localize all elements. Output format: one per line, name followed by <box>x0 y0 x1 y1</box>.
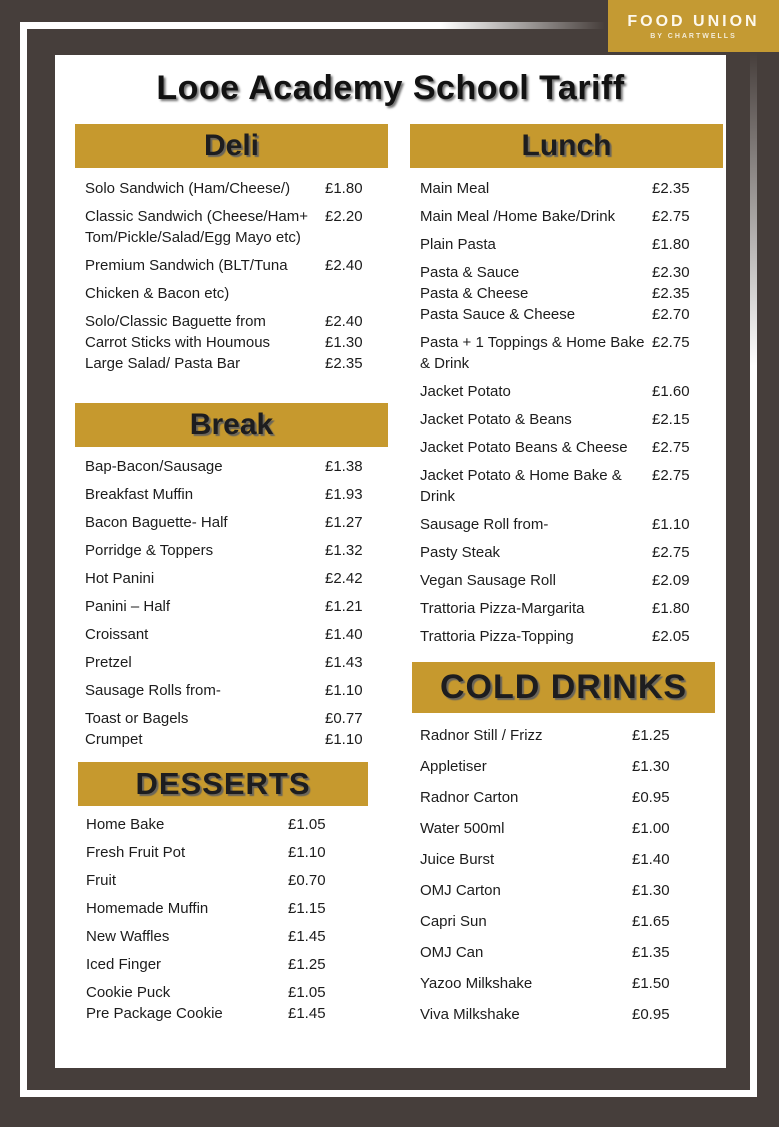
item-name: New Waffles <box>86 928 170 945</box>
section-header-break: Break <box>75 403 388 447</box>
item-name: Juice Burst <box>420 851 495 868</box>
menu-item-row <box>420 465 723 507</box>
item-name: Solo/Classic Baguette from <box>85 313 266 330</box>
item-name: Premium Sandwich (BLT/Tuna <box>85 257 288 274</box>
menu-item-row <box>86 926 368 947</box>
section-deli <box>75 124 388 381</box>
item-name: Pasta & Sauce <box>420 264 520 281</box>
menu-item-row <box>420 206 723 227</box>
item-price: £1.25 <box>632 727 670 744</box>
menu-item-row <box>420 304 723 325</box>
item-name: Carrot Sticks with Houmous <box>85 334 271 351</box>
item-price: £0.95 <box>632 789 670 806</box>
item-name: Viva Milkshake <box>420 1006 520 1023</box>
cold-drinks-item-list <box>412 713 715 1025</box>
menu-item-row <box>86 1003 368 1024</box>
item-price: £1.30 <box>632 882 670 899</box>
section-cold-drinks <box>412 662 715 1035</box>
break-item-list <box>75 447 388 750</box>
page-title: Looe Academy School Tariff <box>156 69 625 107</box>
item-price: £2.05 <box>652 628 690 645</box>
menu-item-row <box>420 437 723 458</box>
item-price: £2.09 <box>652 572 690 589</box>
item-price: £1.80 <box>652 236 690 253</box>
item-price: £2.40 <box>325 313 363 330</box>
item-name: Large Salad/ Pasta Bar <box>85 355 241 372</box>
item-name: Pasta & Cheese <box>420 285 529 302</box>
menu-item-row <box>85 484 388 505</box>
item-price: £1.40 <box>325 626 363 643</box>
menu-item-row <box>85 680 388 701</box>
item-price: £2.42 <box>325 570 363 587</box>
menu-item-row <box>85 255 388 276</box>
item-price: £1.38 <box>325 458 363 475</box>
item-name: Plain Pasta <box>420 236 496 253</box>
item-price: £2.40 <box>325 257 363 274</box>
item-price: £1.50 <box>632 975 670 992</box>
item-name: Bacon Baguette- Half <box>85 514 228 531</box>
menu-item-row <box>420 1004 715 1025</box>
item-name: Capri Sun <box>420 913 487 930</box>
desserts-item-list <box>78 806 368 1024</box>
item-price: £1.27 <box>325 514 363 531</box>
item-price: £1.80 <box>325 180 363 197</box>
menu-item-row <box>85 568 388 589</box>
item-price: £1.21 <box>325 598 363 615</box>
food-union-logo <box>608 0 779 52</box>
item-name: Classic Sandwich (Cheese/Ham+ Tom/Pickle/Salad/Egg Mayo etc) <box>85 208 309 246</box>
item-name: Pretzel <box>85 654 132 671</box>
menu-item-row <box>420 381 723 402</box>
item-name: Radnor Carton <box>420 789 519 806</box>
item-price: £1.43 <box>325 654 363 671</box>
item-name: Toast or Bagels <box>85 710 189 727</box>
item-price: £2.70 <box>652 306 690 323</box>
item-name: Trattoria Pizza-Topping <box>420 628 574 645</box>
menu-item-row <box>85 652 388 673</box>
item-name: Jacket Potato <box>420 383 511 400</box>
menu-item-row <box>85 332 388 353</box>
item-name: OMJ Carton <box>420 882 501 899</box>
section-header-cold-drinks: COLD DRINKS <box>412 662 715 713</box>
item-name: Chicken & Bacon etc) <box>85 285 230 302</box>
item-price: £1.05 <box>288 816 326 833</box>
menu-item-row <box>420 725 715 746</box>
item-name: Yazoo Milkshake <box>420 975 533 992</box>
menu-item-row <box>85 729 388 750</box>
item-name: Cookie Puck <box>86 984 171 1001</box>
menu-item-row <box>420 598 723 619</box>
menu-item-row <box>420 234 723 255</box>
menu-item-row <box>420 178 723 199</box>
item-price: £1.40 <box>632 851 670 868</box>
item-name: Panini – Half <box>85 598 171 615</box>
menu-item-row <box>86 870 368 891</box>
item-name: Radnor Still / Frizz <box>420 727 543 744</box>
item-name: OMJ Can <box>420 944 484 961</box>
item-price: £2.20 <box>325 208 363 225</box>
item-price: £1.45 <box>288 928 326 945</box>
item-name: Main Meal <box>420 180 490 197</box>
menu-item-row <box>420 570 723 591</box>
item-price: £2.75 <box>652 439 690 456</box>
menu-item-row <box>420 942 715 963</box>
item-price: £1.32 <box>325 542 363 559</box>
menu-item-row <box>420 409 723 430</box>
item-price: £2.75 <box>652 467 690 484</box>
item-price: £1.45 <box>288 1005 326 1022</box>
item-price: £2.35 <box>325 355 363 372</box>
item-name: Pasta Sauce & Cheese <box>420 306 576 323</box>
item-price: £1.25 <box>288 956 326 973</box>
item-name: Solo Sandwich (Ham/Cheese/) <box>85 180 291 197</box>
menu-item-row <box>420 880 715 901</box>
item-price: £2.30 <box>652 264 690 281</box>
item-price: £1.00 <box>632 820 670 837</box>
menu-item-row <box>420 262 723 283</box>
menu-item-row <box>420 626 723 647</box>
item-name: Vegan Sausage Roll <box>420 572 556 589</box>
menu-item-row <box>420 911 715 932</box>
item-name: Sausage Rolls from- <box>85 682 221 699</box>
item-name: Pasta + 1 Toppings & Home Bake & Drink <box>420 334 645 372</box>
brand-name: FOOD UNION <box>627 12 760 30</box>
menu-item-row <box>85 708 388 729</box>
menu-item-row <box>420 756 715 777</box>
item-price: £2.75 <box>652 334 690 351</box>
item-price: £1.30 <box>632 758 670 775</box>
menu-item-row <box>85 206 388 248</box>
item-name: Crumpet <box>85 731 143 748</box>
item-name: Jacket Potato & Beans <box>420 411 572 428</box>
menu-item-row <box>86 954 368 975</box>
item-name: Jacket Potato & Home Bake & Drink <box>420 467 622 505</box>
menu-item-row <box>85 353 388 374</box>
menu-item-row <box>85 596 388 617</box>
item-price: £1.60 <box>652 383 690 400</box>
item-price: £1.10 <box>325 731 363 748</box>
item-price: £2.15 <box>652 411 690 428</box>
lunch-item-list <box>410 168 723 647</box>
menu-item-row <box>86 814 368 835</box>
menu-item-row <box>420 849 715 870</box>
item-name: Hot Panini <box>85 570 155 587</box>
menu-item-row <box>86 842 368 863</box>
frame-border-top <box>20 22 605 29</box>
item-price: £1.35 <box>632 944 670 961</box>
item-name: Iced Finger <box>86 956 162 973</box>
menu-item-row <box>420 514 723 535</box>
item-name: Trattoria Pizza-Margarita <box>420 600 585 617</box>
item-name: Pre Package Cookie <box>86 1005 223 1022</box>
menu-item-row <box>85 624 388 645</box>
menu-item-row <box>420 542 723 563</box>
menu-item-row <box>85 283 388 304</box>
deli-item-list <box>75 168 388 374</box>
menu-item-row <box>420 283 723 304</box>
menu-item-row <box>85 456 388 477</box>
item-price: £1.15 <box>288 900 326 917</box>
item-name: Sausage Roll from- <box>420 516 549 533</box>
frame-border-left <box>20 22 27 1097</box>
item-name: Bap-Bacon/Sausage <box>85 458 223 475</box>
frame-border-right <box>750 52 757 1097</box>
menu-item-row <box>420 787 715 808</box>
menu-item-row <box>420 332 723 374</box>
item-price: £0.95 <box>632 1006 670 1023</box>
item-name: Fresh Fruit Pot <box>86 844 186 861</box>
item-price: £0.70 <box>288 872 326 889</box>
item-name: Pasty Steak <box>420 544 501 561</box>
item-price: £1.10 <box>652 516 690 533</box>
item-name: Breakfast Muffin <box>85 486 194 503</box>
item-name: Appletiser <box>420 758 487 775</box>
item-name: Homemade Muffin <box>86 900 209 917</box>
item-name: Jacket Potato Beans & Cheese <box>420 439 628 456</box>
item-name: Croissant <box>85 626 149 643</box>
section-break <box>75 403 388 757</box>
menu-item-row <box>86 898 368 919</box>
menu-item-row <box>85 540 388 561</box>
section-header-lunch: Lunch <box>410 124 723 168</box>
item-price: £1.10 <box>325 682 363 699</box>
item-name: Main Meal /Home Bake/Drink <box>420 208 616 225</box>
section-desserts <box>78 762 368 1031</box>
menu-item-row <box>86 982 368 1003</box>
section-header-deli: Deli <box>75 124 388 168</box>
item-price: £0.77 <box>325 710 363 727</box>
item-price: £2.35 <box>652 285 690 302</box>
menu-item-row <box>85 311 388 332</box>
item-price: £1.30 <box>325 334 363 351</box>
item-price: £1.05 <box>288 984 326 1001</box>
item-name: Home Bake <box>86 816 165 833</box>
item-price: £1.10 <box>288 844 326 861</box>
section-header-desserts: DESSERTS <box>78 762 368 806</box>
item-price: £2.75 <box>652 208 690 225</box>
frame-border-bottom <box>20 1090 757 1097</box>
menu-page <box>55 55 726 1068</box>
item-price: £1.80 <box>652 600 690 617</box>
section-lunch <box>410 124 723 654</box>
item-price: £2.35 <box>652 180 690 197</box>
item-name: Fruit <box>86 872 116 889</box>
menu-item-row <box>420 818 715 839</box>
item-name: Water 500ml <box>420 820 505 837</box>
brand-tagline: BY CHARTWELLS <box>650 32 737 40</box>
item-price: £2.75 <box>652 544 690 561</box>
item-price: £1.93 <box>325 486 363 503</box>
menu-item-row <box>420 973 715 994</box>
menu-item-row <box>85 178 388 199</box>
item-name: Porridge & Toppers <box>85 542 214 559</box>
menu-item-row <box>85 512 388 533</box>
item-price: £1.65 <box>632 913 670 930</box>
